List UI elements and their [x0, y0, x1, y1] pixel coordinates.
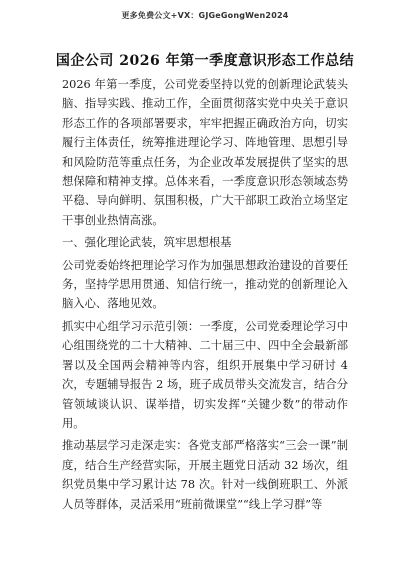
promo-banner: 更多免费公文+VX：GJGeGongWen2024	[121, 11, 289, 20]
document-body	[62, 75, 348, 514]
page-title: 国企公司 2026 年第一季度意识形态工作总结	[55, 53, 355, 69]
section-heading: 一、强化理论武装，筑牢思想根基	[62, 236, 232, 250]
paragraph-intro: 2026 年第一季度，公司党委坚持以党的创新理论武装头脑、指导实践、推动工作，全面贯彻落实党中央关于意识形态工作的各项部署要求，牢牢把握正确政治方向，切实履行主体责任，统筹推进理论学习、阵地管理、思想引导和风险防范等重点任务，为企业改革发展提供了坚实的思想保障和精神支撑。总体来看，一季度意识形态领域态势平稳、导向鲜明、氛围积极，广大干部职工政治立场坚定干事创业热情高涨。	[62, 78, 348, 227]
paragraph: 推动基层学习走深走实：各党支部严格落实“三会一课”制度，结合生产经营实际，开展主题党日活动 32 场次，组织党员集中学习累计达 78 次。针对一线倒班职工、外派人员等群体，灵活采用“班前微课堂”“线上学习群”等	[62, 439, 348, 511]
paragraph: 抓实中心组学习示范引领：一季度，公司党委理论学习中心组围绕党的二十大精神、二十届三中、四中全会最新部署以及全国两会精神等内容，组织开展集中学习研讨 4 次，专题辅导报告 2 场，班子成员带头交流发言，结合分管领域谈认识、谋举措，切实发挥“关键少数”的带动作用。	[62, 319, 348, 430]
paragraph: 公司党委始终把理论学习作为加强思想政治建设的首要任务，坚持学思用贯通、知信行统一，推动党的创新理论入脑入心、落地见效。	[62, 258, 348, 311]
